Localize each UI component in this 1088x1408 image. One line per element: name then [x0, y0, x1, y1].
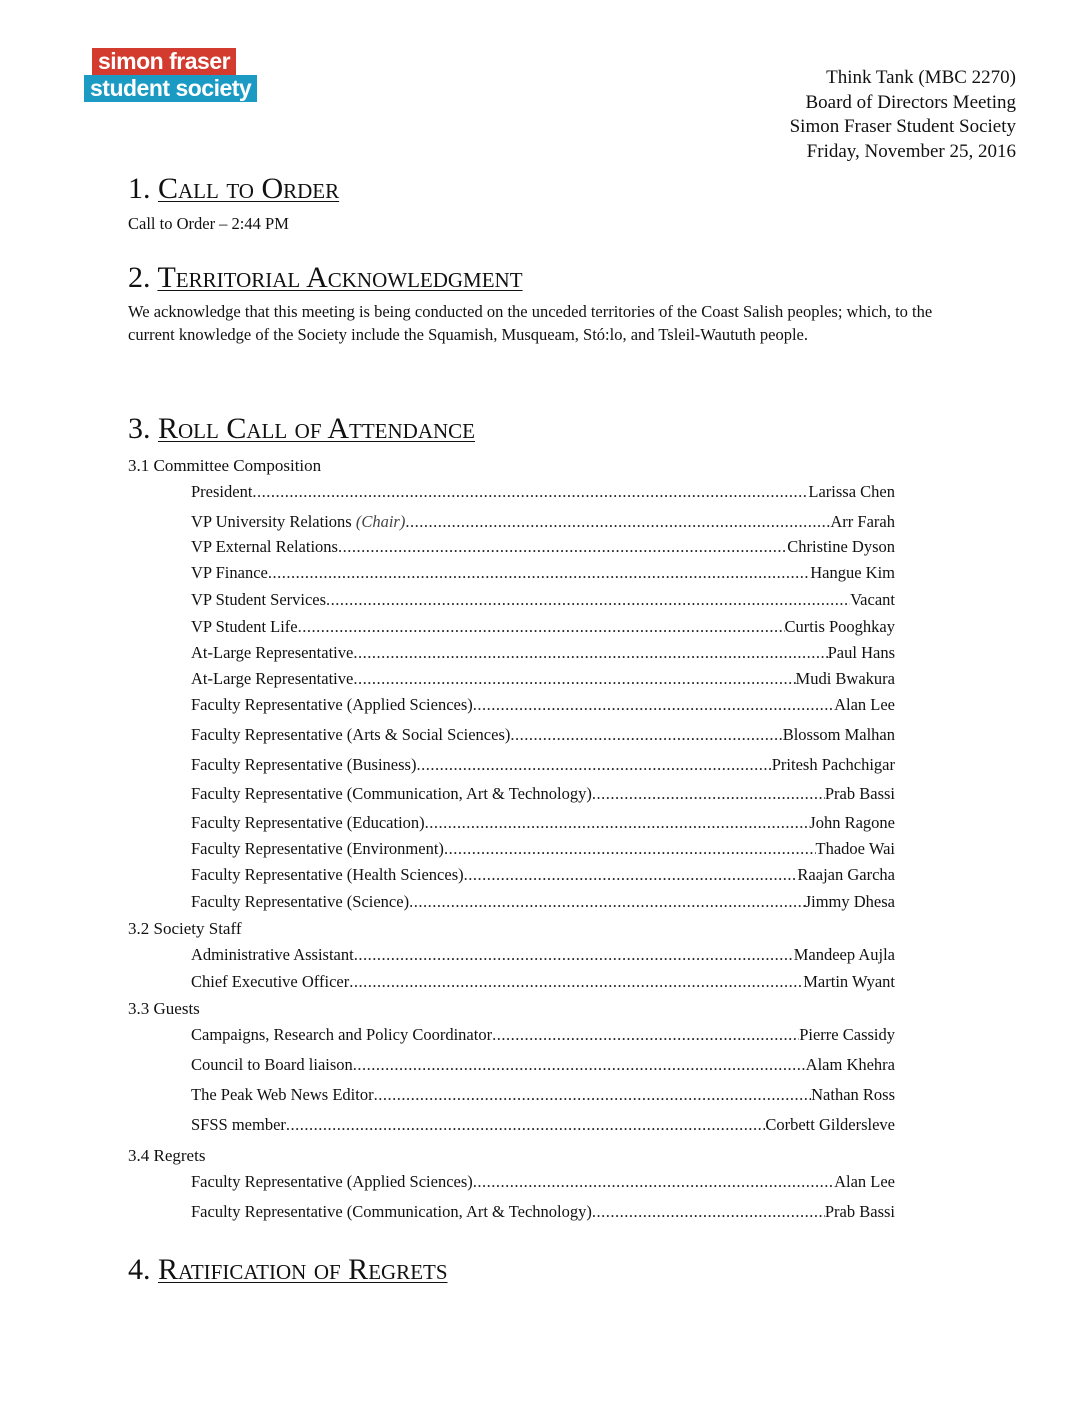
attendance-role: At-Large Representative: [191, 669, 354, 688]
attendance-name: Arr Farah: [830, 512, 895, 531]
attendance-name: John Ragone: [809, 813, 895, 832]
attendance-role: Faculty Representative (Health Sciences): [191, 865, 464, 884]
attendance-role: Faculty Representative (Science): [191, 892, 410, 911]
attendance-role: The Peak Web News Editor: [191, 1085, 374, 1104]
section-4-heading: [128, 1253, 448, 1287]
dot-leader: [349, 971, 803, 993]
attendance-role: Faculty Representative (Communication, Art & Technology): [191, 1202, 592, 1221]
attendance-name: Thadoe Wai: [815, 839, 895, 858]
attendance-row: [191, 783, 901, 805]
chair-note: (Chair): [355, 512, 406, 531]
attendance-row: [191, 1201, 901, 1223]
dot-leader: [492, 1024, 799, 1046]
attendance-role: Faculty Representative (Environment): [191, 839, 444, 858]
section-3-title: Roll Call of Attendance: [158, 412, 475, 445]
attendance-name: Pierre Cassidy: [799, 1025, 895, 1044]
dot-leader: [353, 642, 827, 664]
attendance-row: [191, 511, 901, 533]
dot-leader: [338, 536, 787, 558]
sfss-logo: [84, 48, 257, 102]
dot-leader: [416, 754, 771, 776]
attendance-role: VP Student Life: [191, 617, 298, 636]
section-2-title: Territorial Acknowledgment: [157, 261, 523, 294]
attendance-row: [191, 694, 901, 716]
meeting-location: Think Tank (MBC 2270): [826, 67, 1016, 88]
attendance-role: SFSS member: [191, 1115, 286, 1134]
section-3-heading: [128, 412, 475, 446]
dot-leader: [252, 481, 808, 503]
attendance-row: [191, 838, 901, 860]
attendance-name: Vacant: [850, 590, 895, 609]
attendance-role: President: [191, 482, 253, 501]
attendance-row: [191, 754, 901, 776]
section-2-number: 2.: [128, 261, 151, 294]
attendance-row: [191, 1084, 901, 1106]
attendance-role: Faculty Representative (Business): [191, 755, 417, 774]
section-4-number: 4.: [128, 1253, 151, 1286]
dot-leader: [353, 1054, 806, 1076]
attendance-role: Council to Board liaison: [191, 1055, 353, 1074]
meeting-date: Friday, November 25, 2016: [806, 140, 1016, 162]
attendance-name: Alan Lee: [834, 695, 895, 714]
dot-leader: [353, 668, 795, 690]
attendance-name: Paul Hans: [827, 643, 895, 662]
attendance-name: Hangue Kim: [810, 563, 895, 582]
attendance-name: Alan Lee: [834, 1172, 895, 1191]
dot-leader: [444, 838, 816, 860]
attendance-name: Prab Bassi: [824, 784, 895, 803]
attendance-role: Faculty Representative (Education): [191, 813, 425, 832]
attendance-name: Pritesh Pachchigar: [771, 755, 895, 774]
dot-leader: [592, 783, 825, 805]
attendance-name: Curtis Pooghkay: [784, 617, 895, 636]
attendance-row: [191, 864, 901, 886]
dot-leader: [473, 1171, 834, 1193]
attendance-name: Corbett Gildersleve: [765, 1115, 895, 1134]
section-1-number: 1.: [128, 172, 151, 205]
attendance-row: [191, 589, 901, 611]
attendance-row: [191, 1171, 901, 1193]
attendance-role: Faculty Representative (Communication, Art & Technology): [191, 784, 592, 803]
attendance-name: Nathan Ross: [811, 1085, 895, 1104]
attendance-row: [191, 562, 901, 584]
regrets-heading: 3.4 Regrets: [128, 1146, 206, 1165]
attendance-row: [191, 891, 901, 913]
dot-leader: [268, 562, 810, 584]
dot-leader: [286, 1114, 765, 1136]
dot-leader: [354, 944, 794, 966]
attendance-row: [191, 481, 901, 503]
attendance-name: Prab Bassi: [824, 1202, 895, 1221]
attendance-name: Martin Wyant: [803, 972, 895, 991]
attendance-row: [191, 642, 901, 664]
attendance-role: VP Finance: [191, 563, 268, 582]
attendance-row: [191, 536, 901, 558]
dot-leader: [409, 891, 805, 913]
dot-leader: [298, 616, 785, 638]
section-1-heading: [128, 172, 339, 206]
guests-heading: 3.3 Guests: [128, 999, 200, 1018]
attendance-role: Faculty Representative (Applied Sciences): [191, 1172, 473, 1191]
logo-line-2: student society: [84, 75, 257, 102]
attendance-role: Faculty Representative (Applied Sciences): [191, 695, 473, 714]
dot-leader: [425, 812, 810, 834]
dot-leader: [473, 694, 834, 716]
section-2-heading: [128, 261, 523, 295]
attendance-row: [191, 616, 901, 638]
attendance-role: Campaigns, Research and Policy Coordinator: [191, 1025, 493, 1044]
attendance-row: [191, 668, 901, 690]
attendance-role: VP University Relations (Chair): [191, 512, 406, 531]
attendance-row: [191, 724, 901, 746]
call-to-order-text: Call to Order – 2:44 PM: [128, 214, 289, 233]
section-1-title: Call to Order: [158, 172, 340, 205]
attendance-role: VP External Relations: [191, 537, 338, 556]
dot-leader: [464, 864, 798, 886]
dot-leader: [326, 589, 850, 611]
society-staff-heading: 3.2 Society Staff: [128, 919, 242, 938]
attendance-name: Mandeep Aujla: [793, 945, 895, 964]
attendance-name: Jimmy Dhesa: [804, 892, 895, 911]
attendance-name: Alam Khehra: [805, 1055, 895, 1074]
logo-line-1: simon fraser: [92, 48, 236, 75]
committee-composition-heading: 3.1 Committee Composition: [128, 456, 322, 475]
organization-name: Simon Fraser Student Society: [789, 116, 1016, 137]
attendance-row: [191, 1054, 901, 1076]
section-3-number: 3.: [128, 412, 151, 445]
attendance-row: [191, 944, 901, 966]
section-4-title: Ratification of Regrets: [158, 1253, 448, 1286]
territorial-acknowledgment-text: We acknowledge that this meeting is being conducted on the unceded territories of the Coast Salish peoples; which, to the current knowledge of the Society include the Squamish, Musqueam, Stó:lo, and Tsleil-Waututh people.: [128, 302, 933, 344]
meeting-header: [790, 66, 1016, 164]
attendance-row: [191, 971, 901, 993]
attendance-name: Larissa Chen: [808, 482, 895, 501]
dot-leader: [592, 1201, 825, 1223]
attendance-role: VP Student Services: [191, 590, 327, 609]
dot-leader: [510, 724, 782, 746]
attendance-role: Chief Executive Officer: [191, 972, 350, 991]
dot-leader: [405, 511, 830, 533]
dot-leader: [374, 1084, 812, 1106]
attendance-name: Christine Dyson: [787, 537, 895, 556]
attendance-role: Faculty Representative (Arts & Social Sciences): [191, 725, 511, 744]
attendance-name: Mudi Bwakura: [795, 669, 895, 688]
attendance-role: Administrative Assistant: [191, 945, 354, 964]
attendance-name: Raajan Garcha: [797, 865, 895, 884]
attendance-row: [191, 1114, 901, 1136]
meeting-type: Board of Directors Meeting: [805, 91, 1016, 113]
attendance-role: At-Large Representative: [191, 643, 354, 662]
attendance-name: Blossom Malhan: [782, 725, 895, 744]
attendance-row: [191, 812, 901, 834]
attendance-row: [191, 1024, 901, 1046]
